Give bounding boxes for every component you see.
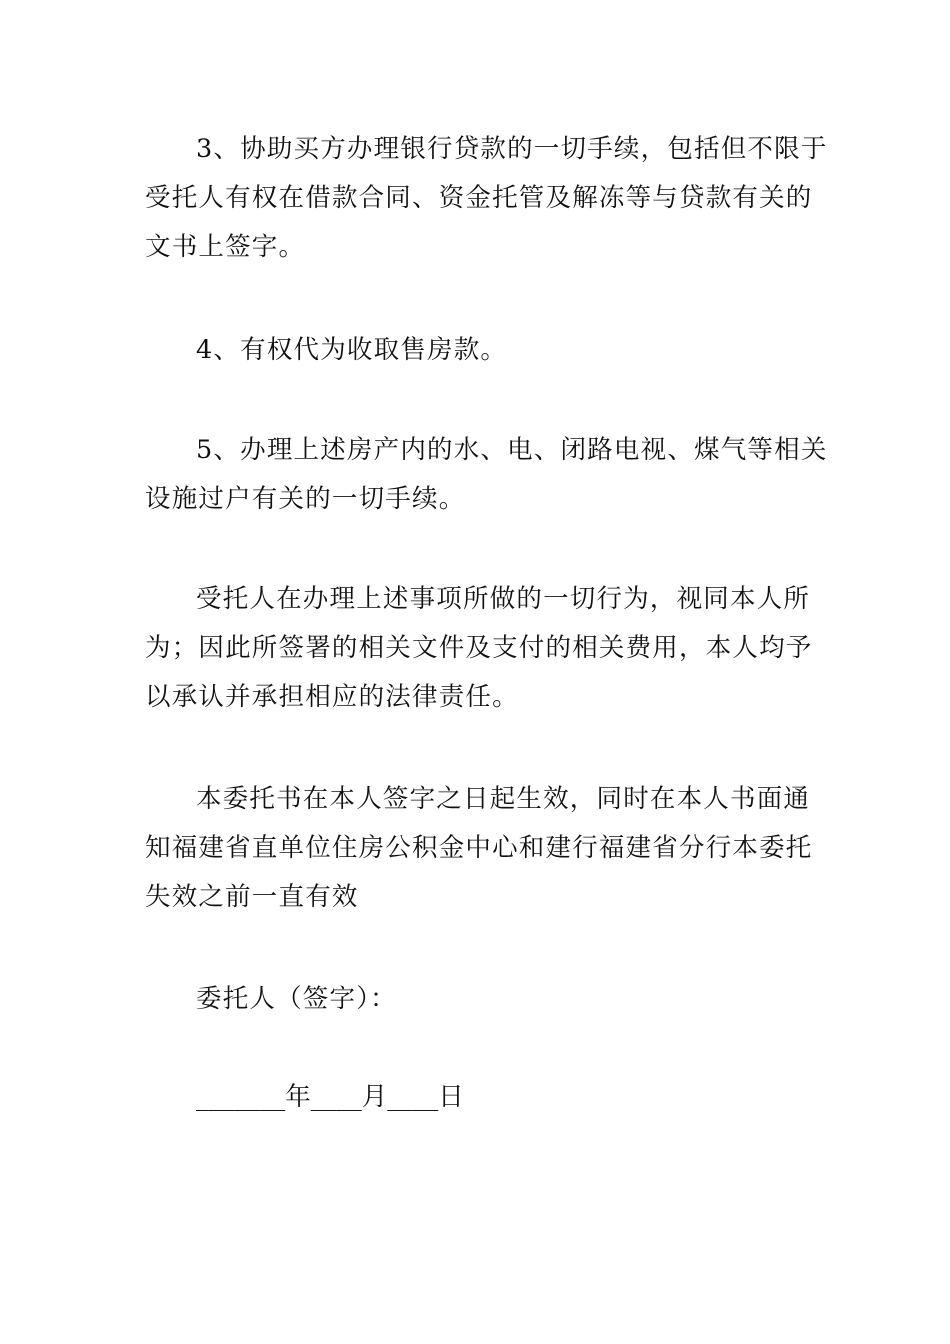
paragraph-4-line-1: 4、有权代为收取售房款。 [196,335,508,365]
paragraph-6-line-3: 以承认并承担相应的法律责任。 [145,682,519,712]
paragraph-5-line-2: 设施过户有关的一切手续。 [145,484,466,514]
paragraph-6-line-1: 受托人在办理上述事项所做的一切行为，视同本人所 [196,584,811,614]
date-line: _______年____月____日 [196,1082,464,1112]
paragraph-3-line-2: 受托人有权在借款合同、资金托管及解冻等与贷款有关的 [145,183,813,213]
paragraph-3-line-1: 3、协助买方办理银行贷款的一切手续，包括但不限于 [196,134,828,164]
paragraph-7-line-2: 知福建省直单位住房公积金中心和建行福建省分行本委托 [145,833,813,863]
paragraph-5-line-1: 5、办理上述房产内的水、电、闭路电视、煤气等相关 [196,435,828,465]
paragraph-7-line-1: 本委托书在本人签字之日起生效，同时在本人书面通 [196,784,811,814]
paragraph-7-line-3: 失效之前一直有效 [145,882,359,912]
signature-label: 委托人（签字）： [196,984,397,1014]
paragraph-3-line-3: 文书上签字。 [145,232,306,262]
paragraph-6-line-2: 为；因此所签署的相关文件及支付的相关费用，本人均予 [145,633,813,663]
